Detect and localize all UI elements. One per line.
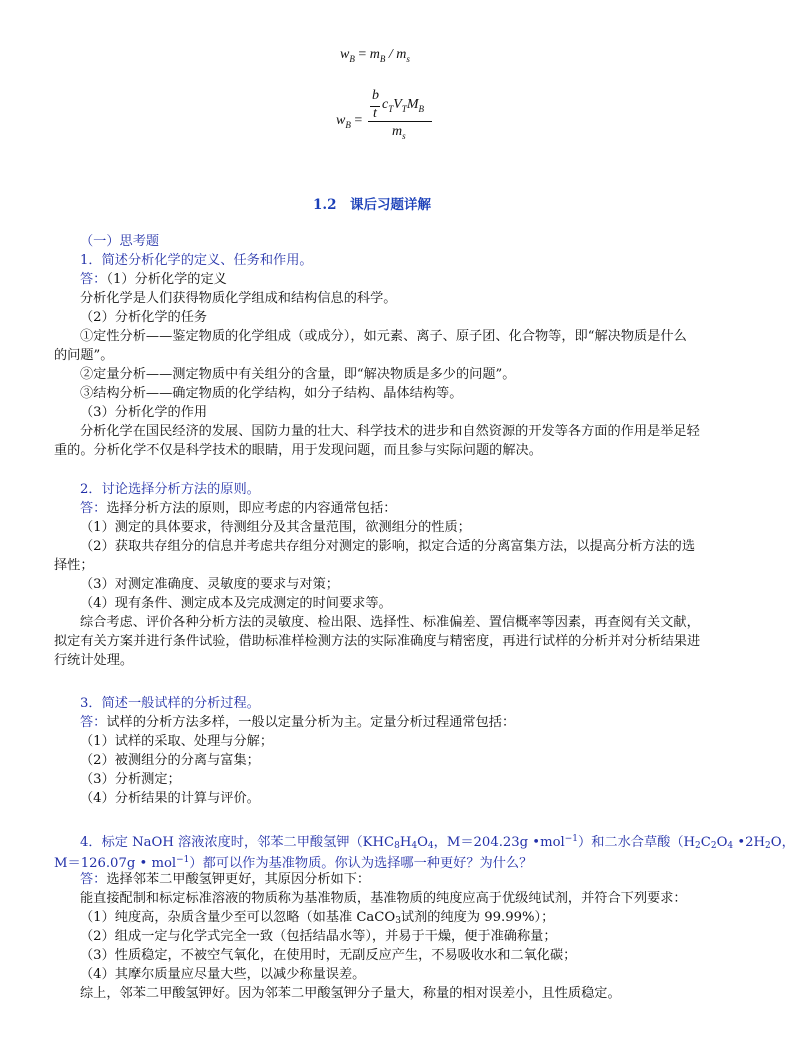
answer-4-line-1: 答：选择邻苯二甲酸氢钾更好，其原因分析如下： <box>80 872 371 887</box>
answer-2-line-1: （1）测定的具体要求，待测组分及其含量范围，欲测组分的性质； <box>80 520 471 535</box>
answer-1-line-6: ③结构分析——确定物质的化学结构，如分子结构、晶体结构等。 <box>80 386 463 401</box>
answer-4-line-4: （2）组成一定与化学式完全一致（包括结晶水等），并易于干燥，便于准确称量； <box>80 929 557 944</box>
answer-1-line-5: ②定量分析——测定物质中有关组分的含量，即“解决物质是多少的问题”。 <box>80 367 516 382</box>
answer-4-line-6: （4）其摩尔质量应尽量大些，以减少称量误差。 <box>80 967 366 982</box>
formula-mass-fraction: $w_B = m_B / m_s$ <box>340 47 410 64</box>
answer-2-line-2: （2）获取共存组分的信息并考虑共存组分对测定的影响，拟定合适的分离富集方法，以提高分析方法的选 <box>80 539 696 554</box>
answer-3-line-1: （1）试样的采取、处理与分解； <box>80 734 274 749</box>
part-heading: （一）思考题 <box>80 234 160 249</box>
answer-1-line-3: ①定性分析——鉴定物质的化学组成（或成分），如元素、离子、原子团、化合物等，即“解决物质是什么 <box>80 329 687 344</box>
answer-3-line-2: （2）被测组分的分离与富集； <box>80 753 260 768</box>
answer-3-line-4: （4）分析结果的计算与评价。 <box>80 791 260 806</box>
answer-4-line-2: 能直接配制和标定标准溶液的物质称为基准物质，基准物质的纯度应高于优级纯试剂，并符合下列要求： <box>80 891 687 906</box>
section-title: 1.2 课后习题详解 <box>313 197 431 213</box>
answer-2-line-5: （4）现有条件、测定成本及完成测定的时间要求等。 <box>80 596 392 611</box>
question-1: 1．简述分析化学的定义、任务和作用。 <box>80 253 313 268</box>
answer-2-line-7: 拟定有关方案并进行条件试验，借助标准样检测方法的实际准确度与精密度，再进行试样的分析并对分析结果进 <box>54 634 701 649</box>
document-page: $w_B = m_B / m_s$ $w_B$ = b t $c_TV_TM_B$ $m_s$ 1.2 课后习题详解 （一）思考题 1．简述分析化学的定义、任务和作用。 答：（1）分析化学的定义 分析化学是人们获得物质化学组成和结构信息的科学。 （2）分析化学的任务 ①定性分析——鉴定物质的化学组成（或成分），如元素、离子、原子团、化合物等，即“解决物质是什么 的问题”。 ②定量分析——测定物质中有关组分的含量，即“解决物质是多少的问题”。 ③结构分析——确定物质的化学结构，如分子结构、晶体结构等。 （3）分析化学的作用 分析化学在国民经济的发展、国防力量的壮大、科学技术的进步和自然资源的开发等各方面的作用是举足轻 重的。分析化学不仅是科学技术的眼睛，用于发现问题，而且参与实际问题的解决。 2．讨论选择分析方法的原则。 答：选择分析方法的原则，即应考虑的内容通常包括： （1）测定的具体要求，待测组分及其含量范围，欲测组分的性质； （2）获取共存组分的信息并考虑共存组分对测定的影响，拟定合适的分离富集方法，以提高分析方法的选 择性； （3）对测定准确度、灵敏度的要求与对策； （4）现有条件、测定成本及完成测定的时间要求等。 综合考虑、评价各种分析方法的灵敏度、检出限、选择性、标准偏差、置信概率等因素，再查阅有关文献， 拟定有关方案并进行条件试验，借助标准样检测方法的实际准确度与精密度，再进行试样的分析并对分析结果进 行统计处理。 3．简述一般试样的分析过程。 答：试样的分析方法多样，一般以定量分析为主。定量分析过程通常包括： （1）试样的采取、处理与分解； （2）被测组分的分离与富集； （3）分析测定； （4）分析结果的计算与评价。 4．标定 NaOH 溶液浓度时，邻苯二甲酸氢钾（$KHC_8H_4O_4$，M＝204.23g •mol$^{-1}$）和二水合草酸（$H_2C_2O_4$ $•2H_2O$， M＝126.07g • mol$^{-1}$）都可以作为基准物质。你认为选择哪一种更好？为什么？ 答：选择邻苯二甲酸氢钾更好，其原因分析如下： 能直接配制和标定标准溶液的物质称为基准物质，基准物质的纯度应高于优级纯试剂，并符合下列要求： （1）纯度高，杂质含量少至可以忽略（如基准 CaCO$_3$试剂的纯度为 99.99%）； （2）组成一定与化学式完全一致（包括结晶水等），并易于干燥，便于准确称量； （3）性质稳定，不被空气氧化，在使用时，无副反应产生，不易吸收水和二氧化碳； （4）其摩尔质量应尽量大些，以减少称量误差。 综上，邻苯二甲酸氢钾好。因为邻苯二甲酸氢钾分子量大，称量的相对误差小，且性质稳定。 <box>0 0 744 1052</box>
answer-1-line-4: 的问题”。 <box>54 348 114 363</box>
answer-2-line-4: （3）对测定准确度、灵敏度的要求与对策； <box>80 577 339 592</box>
answer-4-line-3: （1）纯度高，杂质含量少至可以忽略（如基准 CaCO$_3$试剂的纯度为 99.99%）； <box>80 910 555 926</box>
answer-4-line-5: （3）性质稳定，不被空气氧化，在使用时，无副反应产生，不易吸收水和二氧化碳； <box>80 948 577 963</box>
answer-1-line-9: 重的。分析化学不仅是科学技术的眼睛，用于发现问题，而且参与实际问题的解决。 <box>54 443 542 458</box>
answer-3-line-3: （3）分析测定； <box>80 772 181 787</box>
question-3: 3．简述一般试样的分析过程。 <box>80 696 260 711</box>
answer-2-line-6: 综合考虑、评价各种分析方法的灵敏度、检出限、选择性、标准偏差、置信概率等因素，再查阅有关文献， <box>80 615 700 630</box>
answer-4-line-7: 综上，邻苯二甲酸氢钾好。因为邻苯二甲酸氢钾分子量大，称量的相对误差小，且性质稳定。 <box>80 986 621 1001</box>
answer-1-line-1: 分析化学是人们获得物质化学组成和结构信息的科学。 <box>80 291 397 306</box>
answer-2-line-0: 答：选择分析方法的原则，即应考虑的内容通常包括： <box>80 501 397 516</box>
answer-2-line-3: 择性； <box>54 558 94 573</box>
answer-1-line-7: （3）分析化学的作用 <box>80 405 208 420</box>
answer-1-line-0: 答：（1）分析化学的定义 <box>80 272 227 287</box>
question-2: 2．讨论选择分析方法的原则。 <box>80 482 260 497</box>
question-4-line-1: 4．标定 NaOH 溶液浓度时，邻苯二甲酸氢钾（$KHC_8H_4O_4$，M＝204.23g •mol$^{-1}$）和二水合草酸（$H_2C_2O_4$ $•2H_2O$， <box>80 834 795 851</box>
answer-2-line-8: 行统计处理。 <box>54 653 134 668</box>
answer-1-line-8: 分析化学在国民经济的发展、国防力量的壮大、科学技术的进步和自然资源的开发等各方面的作用是举足轻 <box>80 424 700 439</box>
question-4-line-2: M＝126.07g • mol$^{-1}$）都可以作为基准物质。你认为选择哪一种更好？为什么？ <box>54 855 533 871</box>
answer-1-line-2: （2）分析化学的任务 <box>80 310 208 325</box>
answer-3-line-0: 答：试样的分析方法多样，一般以定量分析为主。定量分析过程通常包括： <box>80 715 516 730</box>
